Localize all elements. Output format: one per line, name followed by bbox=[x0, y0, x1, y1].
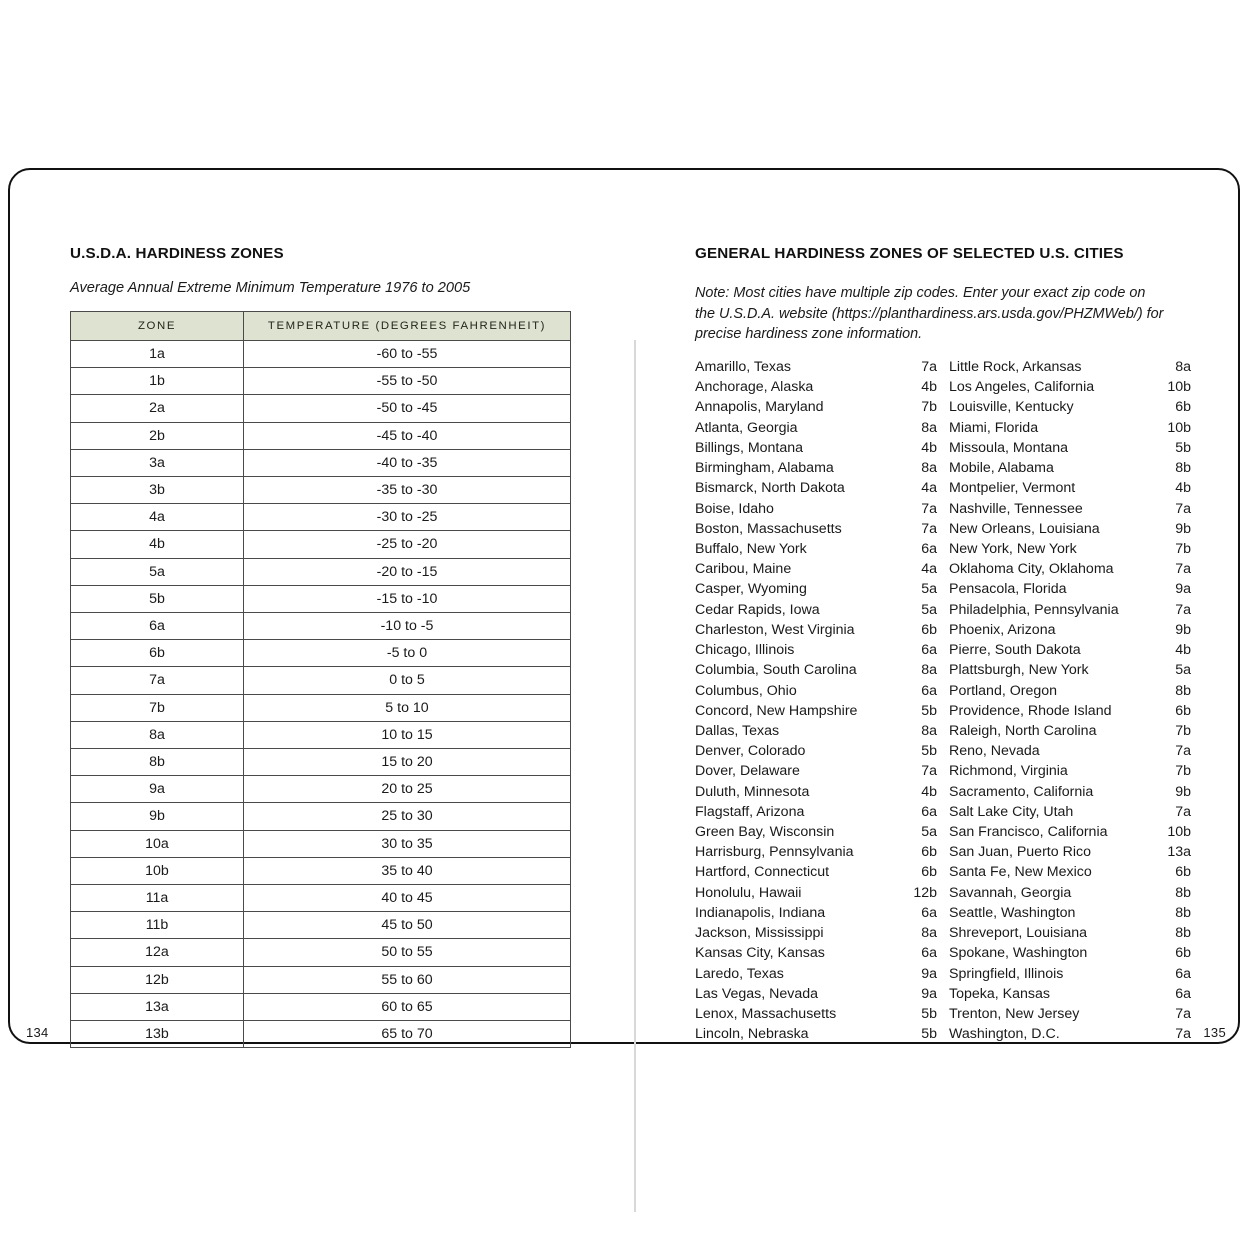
cell-zone: 8a bbox=[71, 721, 244, 748]
city-list-item bbox=[695, 620, 937, 640]
book-spread bbox=[8, 168, 1240, 1044]
table-header bbox=[71, 312, 571, 341]
table-row bbox=[71, 721, 571, 748]
city-zone-code: 8a bbox=[921, 925, 937, 942]
city-zone-code: 6a bbox=[921, 803, 937, 820]
cell-zone: 6b bbox=[71, 640, 244, 667]
city-zone-code: 6b bbox=[921, 621, 937, 638]
page-subtitle: Average Annual Extreme Minimum Temperature 1976 to 2005 bbox=[70, 280, 471, 296]
city-zone-code: 7a bbox=[1175, 601, 1191, 618]
city-list-item bbox=[949, 377, 1191, 397]
city-name: Louisville, Kentucky bbox=[949, 399, 1074, 416]
cell-temperature: -45 to -40 bbox=[244, 422, 571, 449]
column-header-temperature: TEMPERATURE (DEGREES FAHRENHEIT) bbox=[244, 312, 571, 341]
city-list-item bbox=[695, 964, 937, 984]
city-zone-code: 7a bbox=[921, 520, 937, 537]
city-list-item bbox=[695, 478, 937, 498]
city-list-item bbox=[949, 600, 1191, 620]
city-zone-code: 6a bbox=[921, 642, 937, 659]
city-zone-code: 6b bbox=[921, 864, 937, 881]
table-row bbox=[71, 912, 571, 939]
page-number-right: 135 bbox=[1203, 1025, 1226, 1040]
city-list-item bbox=[949, 559, 1191, 579]
city-list-item bbox=[949, 761, 1191, 781]
cell-temperature: -30 to -25 bbox=[244, 504, 571, 531]
cell-temperature: 40 to 45 bbox=[244, 885, 571, 912]
cell-zone: 10b bbox=[71, 857, 244, 884]
city-list-item bbox=[949, 862, 1191, 882]
cell-zone: 9a bbox=[71, 776, 244, 803]
city-zone-code: 7b bbox=[1175, 763, 1191, 780]
city-name: Lenox, Massachusetts bbox=[695, 1006, 837, 1022]
city-list-item bbox=[949, 681, 1191, 701]
city-name: Caribou, Maine bbox=[695, 561, 792, 578]
city-zone-code: 8a bbox=[1175, 359, 1191, 375]
city-list-item bbox=[695, 1024, 937, 1044]
city-list-item bbox=[695, 458, 937, 478]
city-list-item bbox=[695, 984, 937, 1004]
cell-temperature: -25 to -20 bbox=[244, 531, 571, 558]
cell-temperature: 60 to 65 bbox=[244, 993, 571, 1020]
cell-zone: 12a bbox=[71, 939, 244, 966]
city-zone-code: 4b bbox=[1175, 480, 1191, 497]
cell-temperature: -55 to -50 bbox=[244, 368, 571, 395]
city-zone-code: 5a bbox=[921, 581, 937, 598]
cell-zone: 8b bbox=[71, 749, 244, 776]
city-name: Annapolis, Maryland bbox=[695, 399, 824, 416]
city-zone-code: 9b bbox=[1175, 621, 1191, 638]
table-row bbox=[71, 558, 571, 585]
cell-zone: 3a bbox=[71, 449, 244, 476]
table-row bbox=[71, 477, 571, 504]
city-list-item bbox=[695, 539, 937, 559]
table-row bbox=[71, 341, 571, 368]
cell-zone: 9b bbox=[71, 803, 244, 830]
table-row bbox=[71, 368, 571, 395]
city-name: Duluth, Minnesota bbox=[695, 783, 810, 800]
page-title: U.S.D.A. HARDINESS ZONES bbox=[70, 245, 284, 262]
table-row bbox=[71, 857, 571, 884]
hardiness-zone-table bbox=[70, 311, 571, 1048]
city-list-item bbox=[695, 741, 937, 761]
table-row bbox=[71, 749, 571, 776]
cell-temperature: 0 to 5 bbox=[244, 667, 571, 694]
city-name: Missoula, Montana bbox=[949, 439, 1069, 456]
city-list-item bbox=[949, 357, 1191, 377]
city-name: Oklahoma City, Oklahoma bbox=[949, 561, 1114, 578]
city-zone-code: 7a bbox=[1175, 803, 1191, 820]
city-name: Sacramento, California bbox=[949, 783, 1094, 800]
city-zone-code: 8b bbox=[1175, 904, 1191, 921]
table-row bbox=[71, 667, 571, 694]
city-zone-code: 6b bbox=[1175, 945, 1191, 962]
cell-temperature: -5 to 0 bbox=[244, 640, 571, 667]
table-row bbox=[71, 504, 571, 531]
city-zone-code: 8a bbox=[921, 460, 937, 477]
city-zone-code: 7a bbox=[921, 359, 937, 375]
city-name: Boise, Idaho bbox=[695, 500, 774, 517]
city-zone-code: 7a bbox=[921, 763, 937, 780]
city-zone-code: 4a bbox=[921, 561, 937, 578]
city-zone-code: 7a bbox=[921, 500, 937, 517]
city-list-item bbox=[949, 660, 1191, 680]
city-zone-code: 5a bbox=[1175, 662, 1191, 679]
city-zone-code: 8b bbox=[1175, 460, 1191, 477]
cell-zone: 4a bbox=[71, 504, 244, 531]
city-name: Dover, Delaware bbox=[695, 763, 800, 780]
city-name: Atlanta, Georgia bbox=[695, 419, 798, 436]
city-name: Savannah, Georgia bbox=[949, 884, 1072, 901]
cell-zone: 10a bbox=[71, 830, 244, 857]
cell-zone: 13b bbox=[71, 1021, 244, 1048]
city-name: Laredo, Texas bbox=[695, 965, 784, 982]
city-zone-code: 4b bbox=[1175, 642, 1191, 659]
cell-temperature: 5 to 10 bbox=[244, 694, 571, 721]
table-row bbox=[71, 585, 571, 612]
city-name: Portland, Oregon bbox=[949, 682, 1058, 699]
city-name: Springfield, Illinois bbox=[949, 965, 1064, 982]
city-list-item bbox=[695, 782, 937, 802]
city-name: Billings, Montana bbox=[695, 439, 804, 456]
city-zone-code: 6b bbox=[1175, 702, 1191, 719]
page-number-left: 134 bbox=[26, 1025, 49, 1040]
city-name: Indianapolis, Indiana bbox=[695, 904, 826, 921]
city-list-item bbox=[949, 923, 1191, 943]
city-zone-code: 7a bbox=[1175, 1026, 1191, 1043]
city-name: Providence, Rhode Island bbox=[949, 702, 1112, 719]
city-zone-code: 8a bbox=[921, 419, 937, 436]
cell-zone: 12b bbox=[71, 966, 244, 993]
city-list-item bbox=[949, 903, 1191, 923]
city-zone-code: 6a bbox=[921, 540, 937, 557]
cell-temperature: -20 to -15 bbox=[244, 558, 571, 585]
city-list-item bbox=[695, 701, 937, 721]
city-list-item bbox=[695, 721, 937, 741]
city-list-item bbox=[949, 478, 1191, 498]
cell-temperature: 55 to 60 bbox=[244, 966, 571, 993]
city-zone-code: 6a bbox=[1175, 965, 1191, 982]
city-name: Pensacola, Florida bbox=[949, 581, 1067, 598]
city-zone-code: 5b bbox=[921, 702, 937, 719]
cell-temperature: 15 to 20 bbox=[244, 749, 571, 776]
table-row bbox=[71, 776, 571, 803]
table-row bbox=[71, 939, 571, 966]
city-zone-code: 4b bbox=[921, 783, 937, 800]
city-zone-code: 4b bbox=[921, 379, 937, 396]
city-name: Concord, New Hampshire bbox=[695, 702, 858, 719]
city-name: Richmond, Virginia bbox=[949, 763, 1068, 780]
city-zone-code: 9a bbox=[921, 985, 937, 1002]
city-list-item bbox=[695, 681, 937, 701]
city-zone-code: 9b bbox=[1175, 783, 1191, 800]
city-name: Raleigh, North Carolina bbox=[949, 722, 1097, 739]
city-list-item bbox=[695, 600, 937, 620]
city-list-item bbox=[695, 802, 937, 822]
zip-code-note: Note: Most cities have multiple zip codes. Enter your exact zip code on the U.S.D.A. website (https://planthardiness.ars.usda.gov/PHZMWeb/) for precise hardiness zone information. bbox=[695, 285, 1164, 343]
city-name: Reno, Nevada bbox=[949, 743, 1040, 760]
city-name: Lincoln, Nebraska bbox=[695, 1026, 809, 1043]
cell-temperature: 45 to 50 bbox=[244, 912, 571, 939]
city-name: San Juan, Puerto Rico bbox=[949, 844, 1091, 861]
city-zone-code: 5b bbox=[921, 1026, 937, 1043]
city-list-item bbox=[695, 883, 937, 903]
city-list-item bbox=[695, 499, 937, 519]
city-zone-code: 10b bbox=[1167, 824, 1191, 841]
city-name: Columbia, South Carolina bbox=[695, 662, 857, 679]
city-zone-code: 5a bbox=[921, 824, 937, 841]
table-row bbox=[71, 640, 571, 667]
city-name: Casper, Wyoming bbox=[695, 581, 807, 598]
city-name: Plattsburgh, New York bbox=[949, 662, 1089, 679]
city-list-item bbox=[949, 782, 1191, 802]
city-name: Philadelphia, Pennsylvania bbox=[949, 601, 1119, 618]
cell-zone: 2a bbox=[71, 395, 244, 422]
city-list-item bbox=[949, 842, 1191, 862]
city-list-item bbox=[695, 559, 937, 579]
city-list-item bbox=[949, 741, 1191, 761]
city-name: Flagstaff, Arizona bbox=[695, 803, 805, 820]
city-name: Cedar Rapids, Iowa bbox=[695, 601, 820, 618]
cell-temperature: -35 to -30 bbox=[244, 477, 571, 504]
table-header-row bbox=[71, 312, 571, 341]
city-list-item bbox=[695, 761, 937, 781]
city-name: Montpelier, Vermont bbox=[949, 480, 1076, 497]
cell-zone: 3b bbox=[71, 477, 244, 504]
city-name: New York, New York bbox=[949, 540, 1077, 557]
city-name: Spokane, Washington bbox=[949, 945, 1088, 962]
city-list-item bbox=[949, 802, 1191, 822]
city-list-item bbox=[949, 458, 1191, 478]
city-list-item bbox=[949, 883, 1191, 903]
cell-zone: 13a bbox=[71, 993, 244, 1020]
city-zone-code: 5b bbox=[921, 743, 937, 760]
city-name: Dallas, Texas bbox=[695, 722, 780, 739]
cell-zone: 11b bbox=[71, 912, 244, 939]
table-body bbox=[71, 341, 571, 1048]
city-list-item bbox=[949, 620, 1191, 640]
city-zone-code: 6b bbox=[1175, 399, 1191, 416]
city-zone-code: 6a bbox=[1175, 985, 1191, 1002]
table-row bbox=[71, 830, 571, 857]
cell-temperature: 20 to 25 bbox=[244, 776, 571, 803]
table-row bbox=[71, 966, 571, 993]
city-list-item bbox=[949, 701, 1191, 721]
cell-zone: 5b bbox=[71, 585, 244, 612]
city-name: Birmingham, Alabama bbox=[695, 460, 834, 477]
cell-temperature: 50 to 55 bbox=[244, 939, 571, 966]
right-page bbox=[636, 170, 1242, 1046]
city-list-item bbox=[695, 357, 937, 377]
city-name: Miami, Florida bbox=[949, 419, 1039, 436]
city-zone-code: 8a bbox=[921, 722, 937, 739]
city-list-item bbox=[949, 579, 1191, 599]
city-list-item bbox=[695, 397, 937, 417]
city-name: Denver, Colorado bbox=[695, 743, 806, 760]
cell-zone: 1a bbox=[71, 341, 244, 368]
city-name: Pierre, South Dakota bbox=[949, 642, 1081, 659]
table-row bbox=[71, 395, 571, 422]
city-name: Charleston, West Virginia bbox=[695, 621, 855, 638]
cell-temperature: 10 to 15 bbox=[244, 721, 571, 748]
cell-temperature: 30 to 35 bbox=[244, 830, 571, 857]
city-zone-code: 8b bbox=[1175, 884, 1191, 901]
cell-temperature: -40 to -35 bbox=[244, 449, 571, 476]
cell-zone: 1b bbox=[71, 368, 244, 395]
city-zone-code: 8b bbox=[1175, 682, 1191, 699]
city-zone-code: 6b bbox=[1175, 864, 1191, 881]
city-list-item bbox=[695, 418, 937, 438]
city-list-item bbox=[695, 923, 937, 943]
city-zone-code: 5b bbox=[921, 1006, 937, 1022]
table-row bbox=[71, 449, 571, 476]
city-zone-code: 13a bbox=[1167, 844, 1191, 861]
cell-temperature: 25 to 30 bbox=[244, 803, 571, 830]
city-name: Buffalo, New York bbox=[695, 540, 807, 557]
city-list-item bbox=[695, 903, 937, 923]
city-zone-code: 7b bbox=[1175, 540, 1191, 557]
city-zone-code: 4a bbox=[921, 480, 937, 497]
city-zone-code: 6a bbox=[921, 904, 937, 921]
cell-temperature: -10 to -5 bbox=[244, 613, 571, 640]
city-name: Mobile, Alabama bbox=[949, 460, 1054, 477]
table-row bbox=[71, 613, 571, 640]
city-name: Honolulu, Hawaii bbox=[695, 884, 802, 901]
city-list-item bbox=[695, 579, 937, 599]
city-name: Little Rock, Arkansas bbox=[949, 359, 1082, 375]
city-name: Salt Lake City, Utah bbox=[949, 803, 1074, 820]
city-list-item bbox=[949, 640, 1191, 660]
city-name: Anchorage, Alaska bbox=[695, 379, 814, 396]
city-list-item bbox=[949, 519, 1191, 539]
city-name: Harrisburg, Pennsylvania bbox=[695, 844, 854, 861]
city-name: Topeka, Kansas bbox=[949, 985, 1050, 1002]
city-name: Shreveport, Louisiana bbox=[949, 925, 1088, 942]
city-zone-code: 12b bbox=[913, 884, 937, 901]
cell-temperature: 65 to 70 bbox=[244, 1021, 571, 1048]
city-name: Seattle, Washington bbox=[949, 904, 1076, 921]
city-list-item bbox=[949, 984, 1191, 1004]
city-list-item bbox=[949, 539, 1191, 559]
city-zone-code: 9a bbox=[1175, 581, 1191, 598]
table-row bbox=[71, 993, 571, 1020]
city-name: Santa Fe, New Mexico bbox=[949, 864, 1092, 881]
cell-zone: 5a bbox=[71, 558, 244, 585]
cell-zone: 6a bbox=[71, 613, 244, 640]
city-list-item bbox=[695, 842, 937, 862]
city-zone-code: 8b bbox=[1175, 925, 1191, 942]
city-zone-code: 7a bbox=[1175, 561, 1191, 578]
city-list-item bbox=[695, 438, 937, 458]
city-list-column-2 bbox=[949, 357, 1191, 1044]
cell-temperature: -50 to -45 bbox=[244, 395, 571, 422]
city-list-item bbox=[949, 964, 1191, 984]
city-zone-code: 9b bbox=[1175, 520, 1191, 537]
table-row bbox=[71, 694, 571, 721]
city-list-item bbox=[695, 660, 937, 680]
city-zone-code: 5b bbox=[1175, 439, 1191, 456]
table-row bbox=[71, 803, 571, 830]
city-zone-code: 8a bbox=[921, 662, 937, 679]
city-list-item bbox=[949, 438, 1191, 458]
city-name: Phoenix, Arizona bbox=[949, 621, 1056, 638]
city-name: Green Bay, Wisconsin bbox=[695, 824, 835, 841]
city-list-item bbox=[949, 397, 1191, 417]
city-list-item bbox=[695, 943, 937, 963]
cell-zone: 7a bbox=[71, 667, 244, 694]
city-list-item bbox=[695, 640, 937, 660]
table-row bbox=[71, 1021, 571, 1048]
cell-zone: 11a bbox=[71, 885, 244, 912]
column-header-zone: ZONE bbox=[71, 312, 244, 341]
city-name: San Francisco, California bbox=[949, 824, 1108, 841]
city-zone-code: 4b bbox=[921, 439, 937, 456]
city-name: Amarillo, Texas bbox=[695, 359, 791, 375]
city-zone-code: 6b bbox=[921, 844, 937, 861]
city-list-item bbox=[695, 822, 937, 842]
city-zone-code: 7a bbox=[1175, 1006, 1191, 1022]
city-name: Kansas City, Kansas bbox=[695, 945, 825, 962]
city-list-item bbox=[949, 721, 1191, 741]
city-list-item bbox=[949, 943, 1191, 963]
city-name: New Orleans, Louisiana bbox=[949, 520, 1100, 537]
cell-zone: 7b bbox=[71, 694, 244, 721]
city-list-item bbox=[949, 418, 1191, 438]
city-zone-code: 6a bbox=[921, 945, 937, 962]
cell-temperature: 35 to 40 bbox=[244, 857, 571, 884]
city-name: Trenton, New Jersey bbox=[949, 1006, 1080, 1022]
table-row bbox=[71, 422, 571, 449]
city-name: Nashville, Tennessee bbox=[949, 500, 1083, 517]
city-list-column-1 bbox=[695, 357, 937, 1044]
city-zone-code: 7b bbox=[1175, 722, 1191, 739]
city-zone-code: 5a bbox=[921, 601, 937, 618]
table-row bbox=[71, 531, 571, 558]
city-list-item bbox=[949, 1004, 1191, 1024]
city-list-item bbox=[949, 822, 1191, 842]
city-name: Bismarck, North Dakota bbox=[695, 480, 845, 497]
city-name: Jackson, Mississippi bbox=[695, 925, 824, 942]
cell-zone: 4b bbox=[71, 531, 244, 558]
city-name: Boston, Massachusetts bbox=[695, 520, 842, 537]
city-zone-code: 6a bbox=[921, 682, 937, 699]
cell-temperature: -60 to -55 bbox=[244, 341, 571, 368]
city-name: Los Angeles, California bbox=[949, 379, 1095, 396]
city-zone-code: 10b bbox=[1167, 379, 1191, 396]
city-zone-code: 9a bbox=[921, 965, 937, 982]
city-name: Hartford, Connecticut bbox=[695, 864, 830, 881]
city-zone-code: 7a bbox=[1175, 500, 1191, 517]
table-row bbox=[71, 885, 571, 912]
page-title: GENERAL HARDINESS ZONES OF SELECTED U.S. CITIES bbox=[695, 245, 1124, 262]
city-name: Las Vegas, Nevada bbox=[695, 985, 819, 1002]
city-list-item bbox=[695, 377, 937, 397]
city-list-item bbox=[695, 519, 937, 539]
city-name: Washington, D.C. bbox=[949, 1026, 1060, 1043]
city-zone-code: 7a bbox=[1175, 743, 1191, 760]
city-zone-code: 7b bbox=[921, 399, 937, 416]
left-page bbox=[10, 170, 634, 1046]
cell-temperature: -15 to -10 bbox=[244, 585, 571, 612]
city-name: Chicago, Illinois bbox=[695, 642, 795, 659]
cell-zone: 2b bbox=[71, 422, 244, 449]
city-list-item bbox=[949, 1024, 1191, 1044]
city-list-item bbox=[949, 499, 1191, 519]
city-zone-code: 10b bbox=[1167, 419, 1191, 436]
city-name: Columbus, Ohio bbox=[695, 682, 797, 699]
city-list-item bbox=[695, 1004, 937, 1024]
city-list-item bbox=[695, 862, 937, 882]
